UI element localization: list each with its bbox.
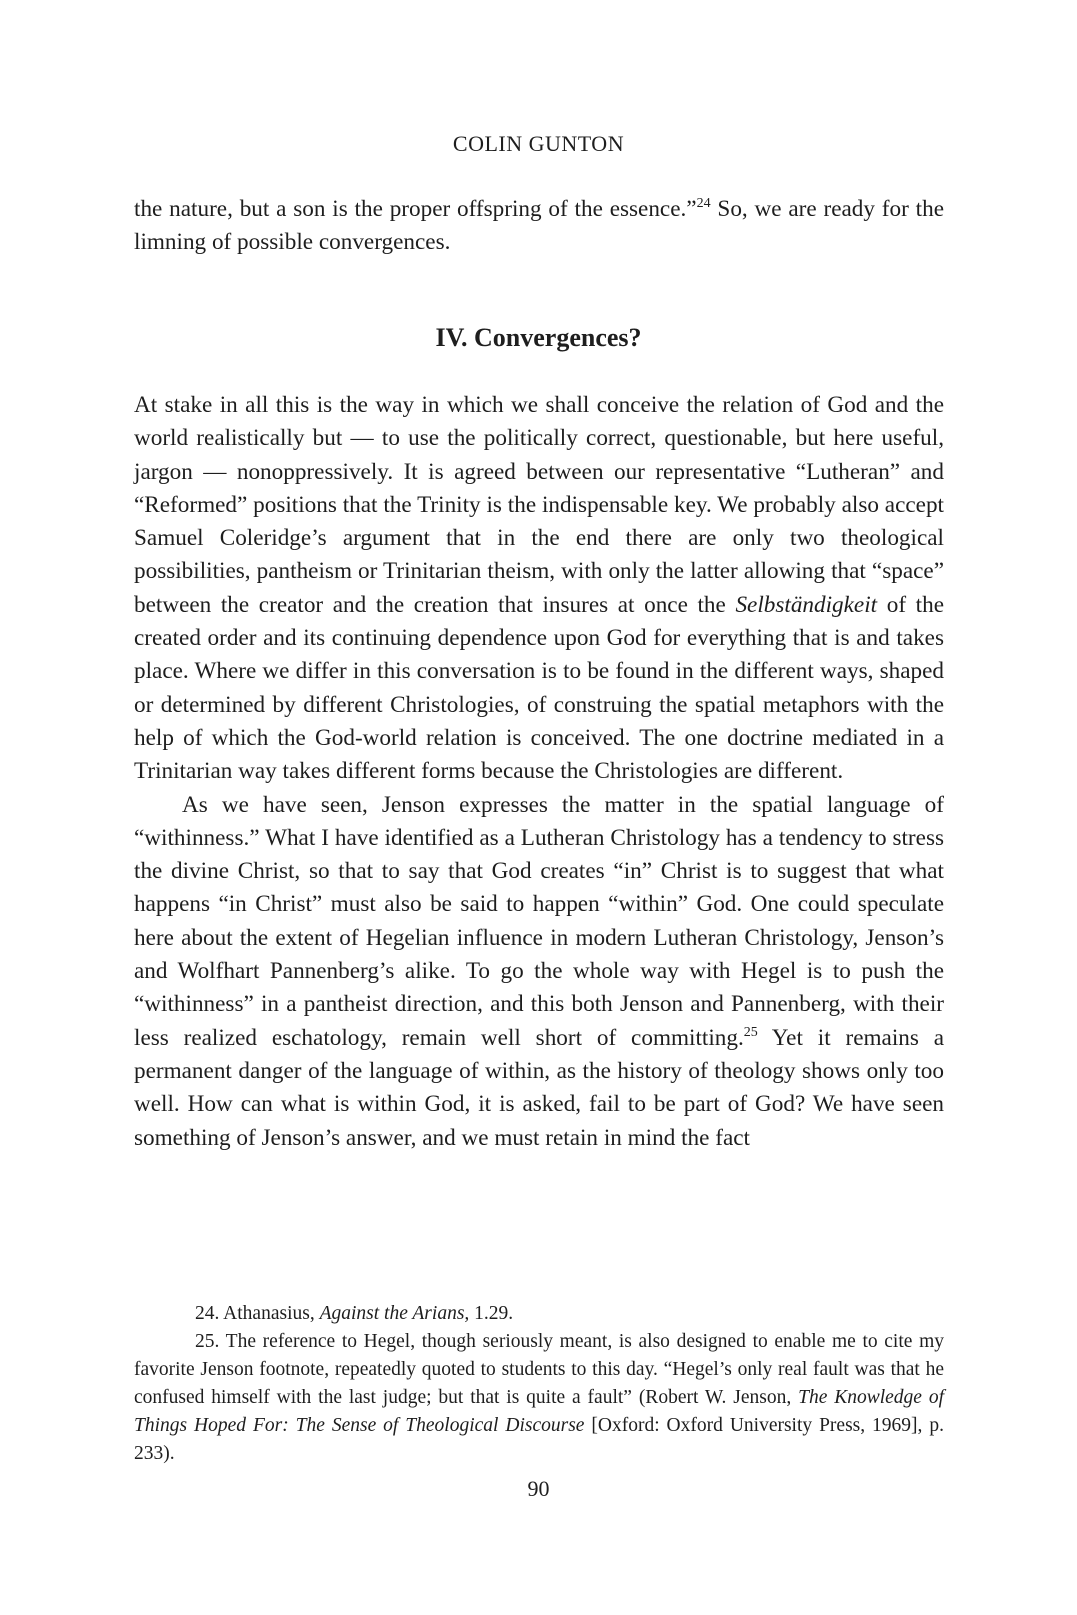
- footnote-24-tail: 1.29.: [469, 1303, 514, 1324]
- main-text-block: [134, 389, 944, 1155]
- paragraph-1-italic-term: Selbständigkeit: [735, 591, 878, 618]
- paragraph-1: [134, 389, 944, 789]
- opening-text: the nature, but a son is the proper offspring of the essence.”: [134, 196, 697, 222]
- footnote-25: [134, 1328, 944, 1468]
- paragraph-2-text: As we have seen, Jenson expresses the matter in the spatial language of “withinness.” What I have identified as a Lutheran Christology has a tendency to stress the divine Christ, so that to say that God creates “in” Christ is to suggest that what happens “in Christ” must also be said to happen “within” God. One could speculate here about the extent of Hegelian influence in modern Lutheran Christology, Jenson’s and Wolfhart Pannenberg’s alike. To go the whole way with Hegel is to push the “withinness” in a pantheist direction, and this both Jenson and Pannenberg, with their less realized eschatology, remain well short of committing.: [134, 791, 944, 1051]
- paragraph-2-text-tail: Yet it remains a permanent danger of the language of within, as the history of theology shows only too well. How can what is within God, it is asked, fail to be part of God? We have seen something of Jenson’s answer, and we must retain in mind the fact: [134, 1024, 945, 1151]
- footnote-24: [134, 1300, 944, 1328]
- footnote-25-title: The Knowledge of Things Hoped For: The Sense of Theological Discourse: [134, 1387, 944, 1436]
- paragraph-1-text: At stake in all this is the way in which we shall conceive the relation of God and the world realistically but — to use the politically correct, questionable, but here useful, jargon — nonoppressively. It is agreed between our representative “Lutheran” and “Reformed” positions that the Trinity is the indispensable key. We probably also accept Samuel Coleridge’s argument that in the end there are only two theological possibilities, pantheism or Trinitarian theism, with only the latter allowing that “space” between the creator and the creation that insures at once the: [134, 392, 944, 618]
- footnote-24-text: 24. Athanasius,: [195, 1303, 320, 1324]
- footnote-24-title: Against the Arians,: [319, 1303, 470, 1324]
- section-heading: IV. Convergences?: [435, 323, 642, 352]
- opening-paragraph: [134, 193, 944, 260]
- running-head: COLIN GUNTON: [452, 131, 625, 156]
- opening-text-tail: So, we are ready for the limning of possible convergences.: [134, 196, 944, 256]
- paragraph-2: [134, 789, 944, 1155]
- footnotes: [134, 1300, 944, 1468]
- footnote-25-tail: [Oxford: Oxford University Press, 1969], p. 233).: [134, 1415, 944, 1464]
- paragraph-1-text-tail: of the created order and its continuing dependence upon God for everything that is and takes place. Where we differ in this conversation is to be found in the different ways, shaped or determined by different Christologies, of construing the spatial metaphors with the help of which the God-world relation is conceived. The one doctrine mediated in a Trinitarian way takes different forms because the Christologies are different.: [134, 591, 944, 785]
- opening-paragraph-block: [134, 193, 944, 260]
- footnote-25-text: 25. The reference to Hegel, though seriously meant, is also designed to enable me to cite my favorite Jenson footnote, repeatedly quoted to students to this day. “Hegel’s only real fault was that he confused himself with the last judge; but that is quite a fault” (Robert W. Jenson,: [134, 1331, 944, 1408]
- footnote-ref-25[interactable]: 25: [743, 1024, 758, 1040]
- page-number: 90: [527, 1476, 550, 1501]
- footnote-ref-24[interactable]: 24: [696, 196, 711, 211]
